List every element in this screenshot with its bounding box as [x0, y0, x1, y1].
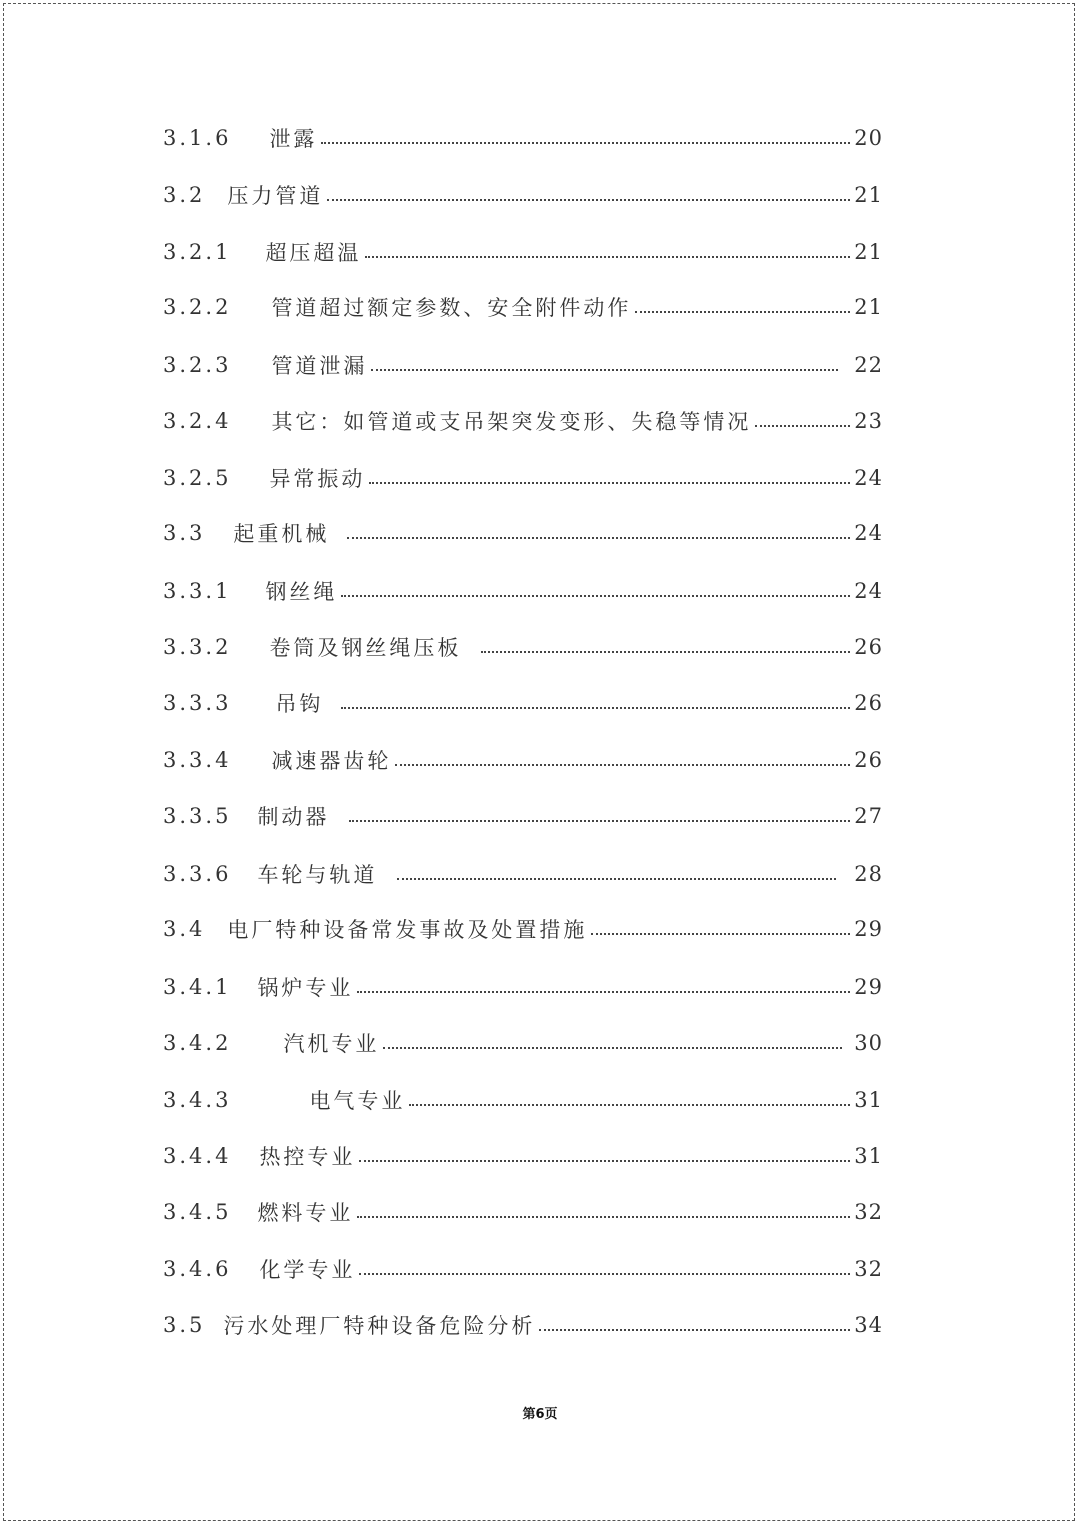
- toc-entry[interactable]: [163, 911, 883, 947]
- toc-entry-title: 电气专业: [309, 1089, 406, 1113]
- toc-dot-leader: [539, 1327, 850, 1331]
- toc-entry[interactable]: [163, 347, 883, 383]
- toc-entry[interactable]: [163, 403, 883, 439]
- toc-entry-page: 27: [854, 804, 883, 828]
- toc-entry-number: 3.3.6: [163, 862, 232, 886]
- toc-entry-title: 电厂特种设备常发事故及处置措施: [227, 918, 588, 942]
- toc-dot-leader: [327, 197, 850, 201]
- toc-dot-leader: [341, 705, 850, 709]
- toc-entry[interactable]: [163, 460, 883, 496]
- toc-entry[interactable]: [163, 515, 883, 551]
- toc-entry-page: 21: [854, 183, 883, 207]
- toc-entry[interactable]: [163, 234, 883, 270]
- toc-entry-title: 热控专业: [259, 1145, 356, 1169]
- toc-entry-page: 32: [854, 1200, 883, 1224]
- toc-dot-leader: [395, 762, 850, 766]
- toc-entry-number: 3.4.5: [163, 1200, 232, 1224]
- toc-entry-number: 3.3.1: [163, 579, 232, 603]
- toc-dot-leader: [349, 818, 850, 822]
- toc-dot-leader: [365, 254, 850, 258]
- toc-entry[interactable]: [163, 629, 883, 665]
- toc-dot-leader: [369, 480, 850, 484]
- toc-entry-title: 化学专业: [259, 1258, 356, 1282]
- toc-entry[interactable]: [163, 1251, 883, 1287]
- toc-entry-number: 3.2.2: [163, 295, 232, 319]
- toc-dot-leader: [409, 1102, 850, 1106]
- toc-entry-page: 30: [854, 1031, 883, 1055]
- toc-entry-number: 3.3.3: [163, 691, 232, 715]
- toc-entry-number: 3.5: [163, 1313, 206, 1337]
- toc-entry[interactable]: [163, 289, 883, 325]
- toc-entry-title: 污水处理厂特种设备危险分析: [223, 1314, 536, 1338]
- toc-entry-title: 泄露: [269, 127, 318, 151]
- toc-entry-page: 21: [854, 240, 883, 264]
- toc-entry-number: 3.4.2: [163, 1031, 232, 1055]
- toc-entry-page: 21: [854, 295, 883, 319]
- toc-entry-page: 29: [854, 917, 883, 941]
- toc-entry-title: 管道超过额定参数、安全附件动作: [271, 296, 632, 320]
- toc-entry-number: 3.2.1: [163, 240, 232, 264]
- toc-entry-number: 3.2.4: [163, 409, 232, 433]
- toc-entry-number: 3.4.1: [163, 975, 232, 999]
- toc-entry-title: 吊钩: [275, 692, 324, 716]
- toc-entry[interactable]: [163, 573, 883, 609]
- toc-entry-title: 卷筒及钢丝绳压板: [269, 636, 462, 660]
- toc-entry-number: 3.4.3: [163, 1088, 232, 1112]
- toc-entry[interactable]: [163, 177, 883, 213]
- toc-dot-leader: [321, 140, 850, 144]
- toc-entry[interactable]: [163, 120, 883, 156]
- toc-dot-leader: [357, 1214, 850, 1218]
- toc-entry-number: 3.1.6: [163, 126, 232, 150]
- toc-dot-leader: [357, 989, 850, 993]
- toc-entry-page: 34: [854, 1313, 883, 1337]
- toc-dot-leader: [481, 649, 850, 653]
- toc-dot-leader: [383, 1045, 842, 1049]
- toc-dot-leader: [635, 309, 850, 313]
- toc-entry-title: 压力管道: [227, 184, 324, 208]
- toc-entry-title: 燃料专业: [257, 1201, 354, 1225]
- toc-entry[interactable]: [163, 685, 883, 721]
- toc-entry-title: 管道泄漏: [271, 354, 368, 378]
- toc-entry-number: 3.4.4: [163, 1144, 232, 1168]
- toc-entry-number: 3.3.2: [163, 635, 232, 659]
- toc-entry[interactable]: [163, 856, 883, 892]
- toc-entry-page: 31: [854, 1144, 883, 1168]
- toc-entry-title: 其它：如管道或支吊架突发变形、失稳等情况: [271, 410, 752, 434]
- toc-entry-number: 3.3: [163, 521, 206, 545]
- toc-entry-page: 24: [854, 466, 883, 490]
- toc-entry[interactable]: [163, 1025, 883, 1061]
- toc-dot-leader: [591, 931, 850, 935]
- toc-entry-page: 28: [854, 862, 883, 886]
- page-number-footer: 第6页: [522, 1407, 558, 1422]
- toc-dot-leader: [359, 1158, 850, 1162]
- toc-entry-title: 制动器: [257, 805, 330, 829]
- toc-dot-leader: [397, 876, 836, 880]
- toc-entry-number: 3.2.5: [163, 466, 232, 490]
- toc-entry[interactable]: [163, 798, 883, 834]
- toc-entry-page: 26: [854, 691, 883, 715]
- toc-entry[interactable]: [163, 969, 883, 1005]
- toc-entry-number: 3.2.3: [163, 353, 232, 377]
- toc-entry-page: 26: [854, 748, 883, 772]
- toc-entry[interactable]: [163, 742, 883, 778]
- toc-entry-title: 超压超温: [265, 241, 362, 265]
- toc-entry-title: 异常振动: [269, 467, 366, 491]
- toc-entry-title: 锅炉专业: [257, 976, 354, 1000]
- toc-entry-page: 29: [854, 975, 883, 999]
- toc-entry-title: 车轮与轨道: [257, 863, 378, 887]
- toc-entry-page: 26: [854, 635, 883, 659]
- toc-entry-page: 24: [854, 579, 883, 603]
- toc-entry-page: 20: [854, 126, 883, 150]
- toc-dot-leader: [341, 593, 850, 597]
- toc-entry[interactable]: [163, 1307, 883, 1343]
- toc-dot-leader: [755, 423, 850, 427]
- toc-entry-page: 31: [854, 1088, 883, 1112]
- toc-entry-number: 3.3.4: [163, 748, 232, 772]
- toc-entry-number: 3.4: [163, 917, 206, 941]
- toc-dot-leader: [371, 367, 838, 371]
- toc-entry-number: 3.2: [163, 183, 206, 207]
- toc-entry-title: 减速器齿轮: [271, 749, 392, 773]
- toc-dot-leader: [359, 1271, 850, 1275]
- toc-entry-page: 23: [854, 409, 883, 433]
- toc-entry-page: 22: [854, 353, 883, 377]
- toc-entry-page: 24: [854, 521, 883, 545]
- toc-entry-page: 32: [854, 1257, 883, 1281]
- toc-entry-number: 3.4.6: [163, 1257, 232, 1281]
- toc-entry-number: 3.3.5: [163, 804, 232, 828]
- toc-entry[interactable]: [163, 1138, 883, 1174]
- toc-entry[interactable]: [163, 1082, 883, 1118]
- toc-entry[interactable]: [163, 1194, 883, 1230]
- toc-entry-title: 汽机专业: [283, 1032, 380, 1056]
- toc-dot-leader: [347, 535, 850, 539]
- toc-entry-title: 钢丝绳: [265, 580, 338, 604]
- toc-entry-title: 起重机械: [233, 522, 330, 546]
